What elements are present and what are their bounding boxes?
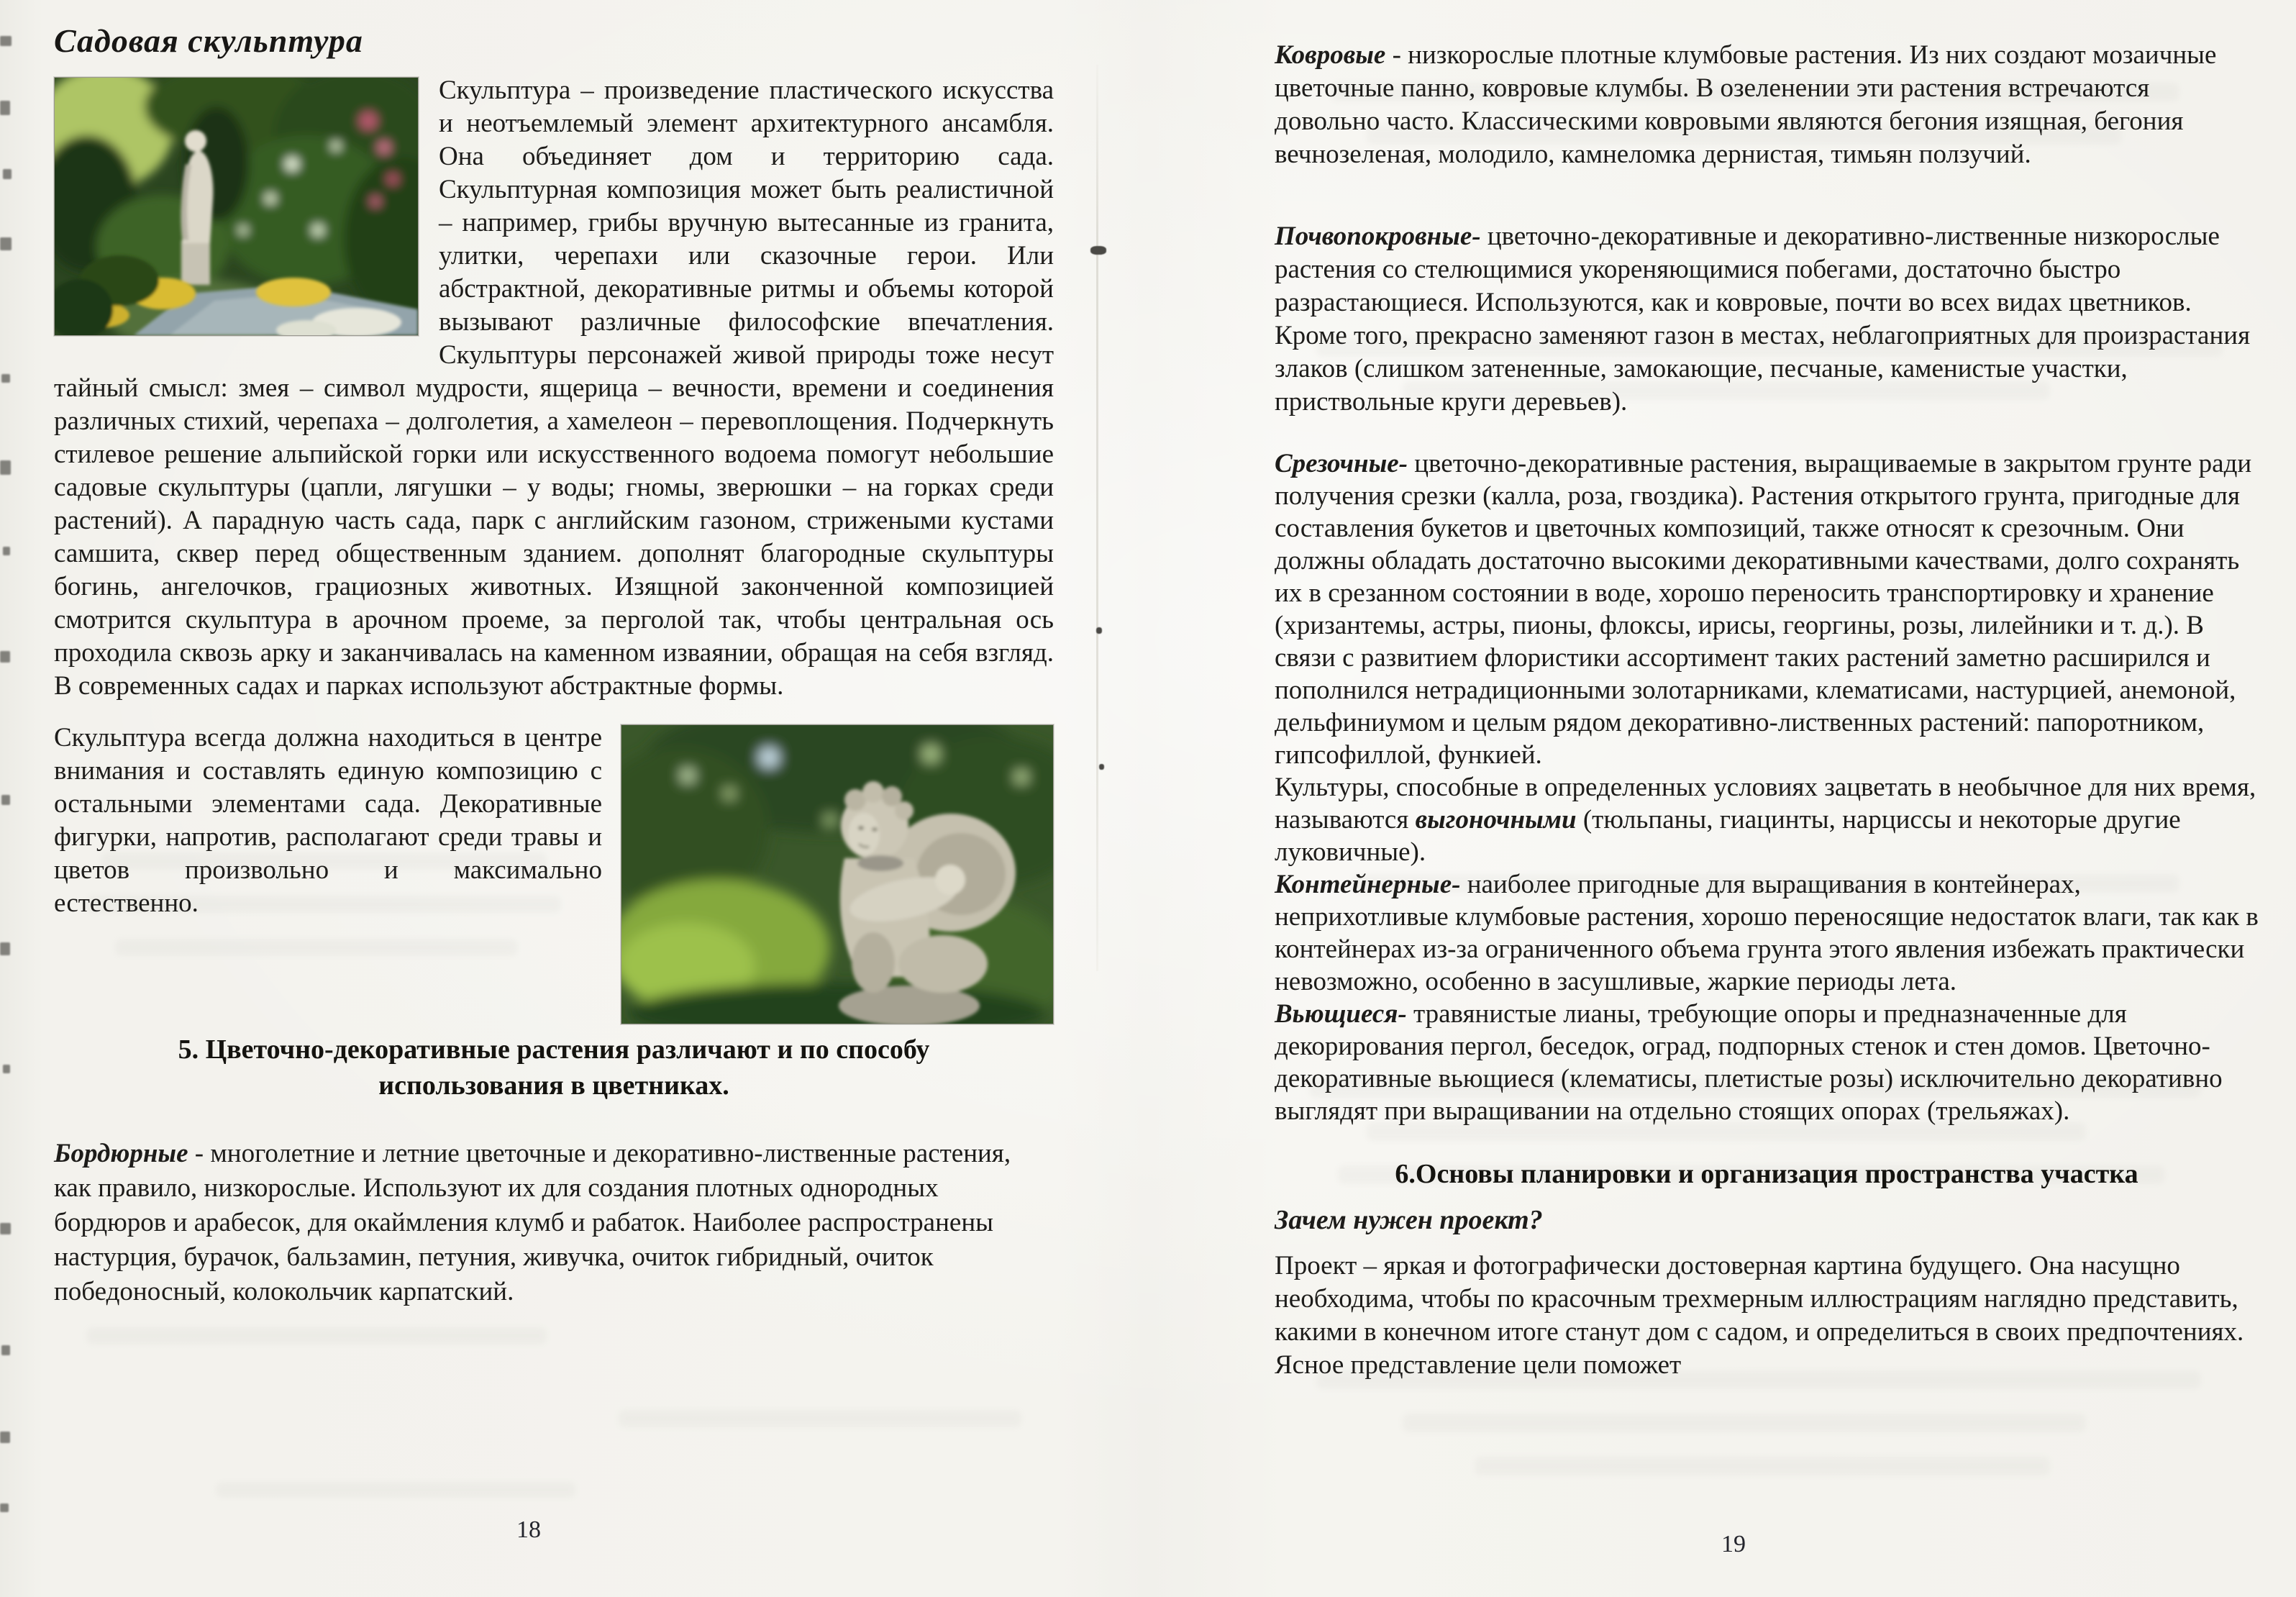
scanner-edge-fragment: [3, 169, 12, 179]
sculpture-paragraph-text: Скульптура – произведение пластического искусства и неотъемлемый элемент архитектурного ансамбля. Она объединяет дом и территорию сада. Скульптурная композиция может быть реалистичной – например, грибы вручную вытесанные из гранита, улитки, черепахи или сказочные герои. Или абстрактной, декоративные ритмы и объемы которой вызывают различные философские впечатления. Скульптуры персонажей живой природы тоже несут тайный смысл: змея – символ мудрости, ящерица – вечности, времени и соединения различных стихий, черепаха – долголетия, а хамелеон – перевоплощения. Подчеркнуть стилевое решение альпийской горки или искусственного водоема помогут небольшие садовые скульптуры (цапли, лягушки – у воды; гномы, зверюшки – на горках среди растений). А парадную часть сада, парк с английским газоном, стрижеными кустами самшита, сквер перед общественным зданием. дополнят благородные скульптуры богинь, ангелочков, грациозных животных. Изящной законченной композицией смотрится скульптура в арочном проеме, за перголой так, чтобы центральная ось проходила сквозь арку и заканчивалась на каменном изваянии, обращая на себя взгляд. В современных садах и парках используют абстрактные формы.: [54, 76, 1054, 701]
forcing-plants-paragraph: [1275, 771, 2259, 868]
placement-paragraph-text: Скульптура всегда должна находиться в центре внимания и составлять единую композицию с остальными элементами сада. Декоративные фигурки, напротив, располагают среди травы и цветов произвольно и максимально естественно.: [54, 723, 602, 918]
cutting-plants-paragraph: [1275, 447, 2259, 771]
forcing-plants-term: выгоночными: [1415, 805, 1577, 834]
container-plants-term: Контейнерные-: [1275, 870, 1461, 899]
scanner-edge-fragment: [1, 374, 10, 383]
scanner-edge-fragment: [0, 1503, 9, 1512]
bleedthrough-text-ghost: [1475, 1457, 2050, 1475]
climbing-plants-paragraph: [1275, 998, 2259, 1127]
right-page: [1275, 26, 2259, 1382]
groundcover-text: цветочно-декоративные и декоративно-лиственные низкорослые растения со стелющимися укореняющимися побегами, достаточно быстро разрастающиеся. Используются, как и ковровые, почти во всех видах цветников. Кроме того, прекрасно заменяют газон в местах, неблагоприятных для произрастания злаков (слишком затененные, замокающие, песчаные, каменистые участки, приствольные круги деревьев).: [1275, 222, 2251, 417]
scanner-edge-fragment: [0, 651, 10, 663]
scanner-edge-fragment: [0, 36, 12, 46]
scanner-edge-fragment: [0, 1223, 11, 1234]
border-plants-term: Бордюрные: [54, 1139, 188, 1168]
bleedthrough-text-ghost: [216, 1482, 575, 1498]
forcing-plants-post: (тюльпаны, гиацинты, нарциссы и некоторые другие луковичные).: [1275, 805, 2181, 867]
carpet-plants-paragraph: [1275, 39, 2259, 171]
container-plants-text: наиболее пригодные для выращивания в контейнерах, неприхотливые клумбовые растения, хорошо переносящие недостаток влаги, так как в контейнерах из-за ограниченного объема грунта этого явления избежать практически невозможно, особенно в засушливые, жаркие периоды лета.: [1275, 870, 2259, 996]
cherub-statue-photo: [621, 724, 1054, 1024]
scan-speck: [1099, 764, 1104, 770]
garden-statue-photo: [54, 77, 419, 336]
scanner-edge-fragment: [0, 942, 10, 955]
project-paragraph: Проект – яркая и фотографически достоверная картина будущего. Она насущно необходима, чтобы по красочным трехмерным иллюстрациям наглядно представить, какими в конечном итоге станут дом с садом, и определиться в своих предпочтениях. Ясное представление цели поможет: [1275, 1251, 2244, 1380]
scanner-edge-fragment: [3, 1065, 10, 1073]
page-spine-edge: [1096, 65, 1098, 971]
left-page-number: 18: [516, 1516, 541, 1543]
scanner-edge-fragment: [0, 101, 10, 115]
carpet-plants-term: Ковровые: [1275, 40, 1386, 70]
section-5-heading: [83, 1032, 1025, 1104]
cutting-plants-term: Срезочные-: [1275, 449, 1408, 478]
groundcover-term: Почвопокровные-: [1275, 222, 1481, 251]
cutting-plants-text: цветочно-декоративные растения, выращиваемые в закрытом грунте ради получения срезки (калла, роза, гвоздика). Растения открытого грунта, пригодные для составления букетов и цветочных композиций, также относят к срезочным. Они должны обладать достаточно высокими декоративными качествами, долго сохранять их в срезанном состоянии в воде, хорошо переносить транспортировку и хранение (хризантемы, астры, пионы, флоксы, ирисы, георгины, розы, лилейники и т. д.). В связи с развитием флористики ассортимент таких растений заметно расширился и пополнился нетрадиционными золотарниками, клематисами, настурцией, анемоной, дельфиниумом и целым рядом декоративно-лиственных растений: папоротником, гипсофиллой, функией.: [1275, 449, 2252, 770]
scanner-edge-fragment: [3, 547, 10, 555]
scan-speck: [1090, 246, 1106, 255]
bleedthrough-text-ghost: [1403, 1414, 2086, 1432]
scanner-edge-fragment: [0, 1432, 10, 1443]
border-plants-paragraph: [54, 1137, 1054, 1309]
section-6-heading: 6.Основы планировки и организация пространства участка: [1395, 1159, 2138, 1189]
scanner-edge-fragment: [1, 795, 10, 805]
bleedthrough-text-ghost: [619, 1410, 1021, 1427]
section-5-heading-line2: использования в цветниках.: [378, 1070, 729, 1101]
container-plants-paragraph: [1275, 868, 2259, 998]
page-title: Садовая скульптура: [54, 22, 363, 59]
right-page-number: 19: [1721, 1531, 1746, 1557]
scanner-edge-fragment: [0, 460, 11, 475]
scan-speck: [1096, 627, 1102, 634]
sculpture-paragraph: [54, 74, 1054, 703]
section-5-heading-line1: 5. Цветочно-декоративные растения различают и по способу: [178, 1034, 930, 1065]
placement-paragraph: [54, 722, 1054, 920]
left-page: [54, 22, 1054, 1336]
climbing-plants-term: Вьющиеся-: [1275, 999, 1407, 1029]
border-plants-text: - многолетние и летние цветочные и декоративно-лиственные растения, как правило, низкорослые. Используют их для создания плотных однородных бордюров и арабесок, для окаймления клумб и рабаток. Наиболее распространены настурция, бурачок, бальзамин, петуния, живучка, очиток гибридный, очиток победоносный, колокольчик карпатский.: [54, 1139, 1011, 1306]
climbing-plants-text: травянистые лианы, требующие опоры и предназначенные для декорирования пергол, беседок, оград, подпорных стенок и стен домов. Цветочно-декоративные вьющиеся (клематисы, плетистые розы) исключительно декоративно выглядят при выращивании на отдельно стоящих опорах (трельяжах).: [1275, 999, 2223, 1126]
scanner-edge-fragment: [0, 237, 12, 250]
forcing-plants-pre: Культуры, способные в определенных условиях зацветать в необычное для них время, называются: [1275, 773, 2256, 834]
carpet-plants-text: - низкорослые плотные клумбовые растения. Из них создают мозаичные цветочные панно, ковровые клумбы. В озеленении эти растения встречаются довольно часто. Классическими ковровыми являются бегония изящная, бегония вечнозеленая, молодило, камнеломка дернистая, тимьян ползучий.: [1275, 40, 2217, 169]
groundcover-paragraph: [1275, 220, 2259, 419]
project-subheading: Зачем нужен проект?: [1275, 1205, 1543, 1235]
scanner-edge-fragment: [1, 1345, 10, 1355]
